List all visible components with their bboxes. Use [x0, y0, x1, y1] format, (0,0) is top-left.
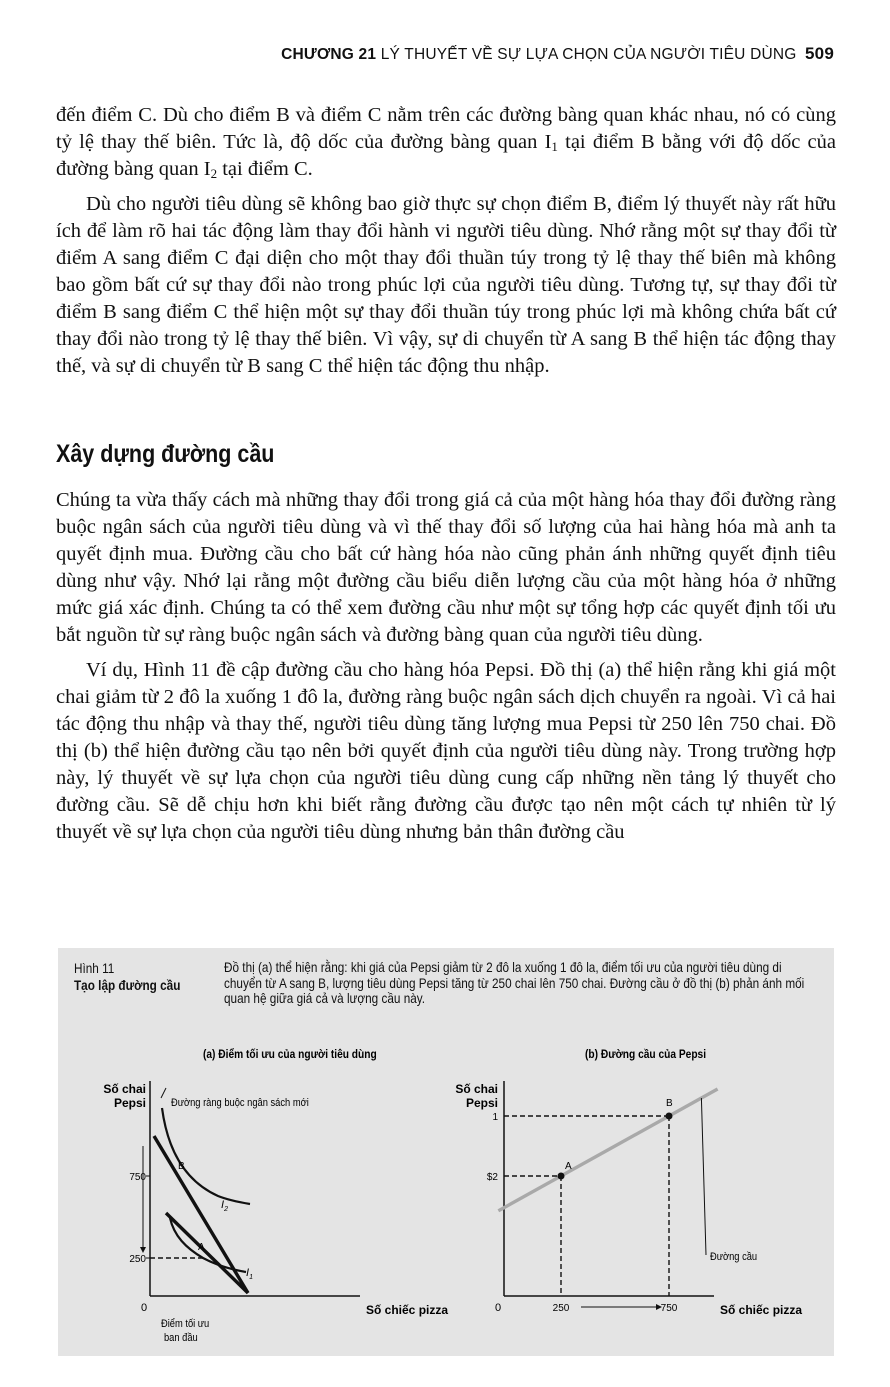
panel-b-tick-750: 750: [660, 1303, 678, 1314]
panel-a-x-label: Số chiếc pizza: [366, 1303, 449, 1317]
figure-graphs: [58, 948, 834, 1356]
panel-b: [455, 1048, 802, 1317]
panel-a-origin: 0: [140, 1302, 148, 1314]
panel-a-title: (a) Điểm tối ưu của người tiêu dùng: [203, 1048, 377, 1062]
panel-a-initial-optimum-1: Điểm tối ưu: [161, 1318, 210, 1331]
running-header: [281, 44, 834, 64]
panel-b-demand-leader: [701, 1098, 706, 1255]
text-block-top: [56, 102, 836, 388]
paragraph-1-part-b: tại điểm B bằng với độ dốc của đường bàng quan I: [56, 131, 836, 180]
panel-b-tick-price-2: $2: [486, 1172, 498, 1183]
paragraph-1: [56, 102, 836, 183]
paragraph-1-part-c: tại điểm C.: [217, 158, 313, 180]
figure-title: Tạo lập đường cầu: [74, 977, 181, 993]
panel-a-tick-250: 250: [129, 1254, 146, 1265]
panel-a: [103, 1048, 448, 1344]
panel-a-indifference-curve-i2: [162, 1108, 250, 1204]
paragraph-4: Ví dụ, Hình 11 đề cập đường cầu cho hàng hóa Pepsi. Đồ thị (a) thể hiện rằng khi giá một chai giảm từ 2 đô la xuống 1 đô la, đường ràng buộc ngân sách dịch chuyển ra ngoài. Vì cả hai tác động thu nhập và thay thế, người tiêu dùng tăng lượng mua Pepsi từ 250 lên 750 chai. Đồ thị (b) thể hiện đường cầu tạo nên bởi quyết định của người tiêu dùng này. Trong trường hợp này, lý thuyết về sự lựa chọn của người tiêu dùng cung cấp những nền tảng lý thuyết cho đường cầu. Sẽ dễ chịu hơn khi biết rằng đường cầu được tạo nên một cách tự nhiên từ lý thuyết về sự lựa chọn của người tiêu dùng nhưng bản thân đường cầu: [56, 659, 836, 843]
panel-b-point-a-label: A: [565, 1161, 572, 1172]
panel-a-initial-optimum-2: ban đầu: [164, 1332, 198, 1345]
page-number: 509: [805, 44, 834, 63]
chapter-title: LÝ THUYẾT VỀ SỰ LỰA CHỌN CỦA NGƯỜI TIÊU DÙNG: [380, 46, 797, 63]
panel-a-new-budget-label: Đường ràng buộc ngân sách mới: [171, 1097, 309, 1110]
panel-b-title: (b) Đường cầu của Pepsi: [585, 1048, 707, 1062]
figure-caption: Đồ thị (a) thể hiện rằng: khi giá của Pepsi giảm từ 2 đô la xuống 1 đô la, điểm tối ưu của người tiêu dùng di chuyển từ A sang B, lượng tiêu dùng Pepsi tăng từ 250 chai lên 750 chai. Đường cầu ở đồ thị (b) phản ánh mối quan hệ giữa giá cả và lượng cầu này.: [224, 959, 805, 1006]
subscript-1: 1: [551, 139, 558, 154]
panel-a-y-label-2: Pepsi: [113, 1096, 146, 1110]
panel-a-label-i2: $I_2$: [221, 1199, 228, 1213]
figure-11: [58, 948, 834, 1356]
panel-b-tick-price-1: 1: [492, 1112, 498, 1123]
subscript-2: 2: [210, 166, 218, 181]
figure-number: Hình 11: [74, 960, 115, 976]
panel-b-origin: 0: [494, 1302, 502, 1314]
panel-a-point-b: B: [178, 1161, 185, 1172]
panel-a-y-label-1: Số chai: [103, 1082, 146, 1096]
panel-b-point-b-label: B: [666, 1098, 673, 1109]
panel-a-tick-750: 750: [129, 1172, 146, 1183]
panel-b-y-label-1: Số chai: [455, 1082, 498, 1096]
section-heading: Xây dựng đường cầu: [56, 440, 275, 468]
panel-b-y-label-2: Pepsi: [465, 1096, 498, 1110]
paragraph-2: Dù cho người tiêu dùng sẽ không bao giờ thực sự chọn điểm B, điểm lý thuyết này rất hữu ích để làm rõ hai tác động làm thay đổi hành vi người tiêu dùng. Nhớ rằng một sự thay đổi từ điểm A sang điểm C đại diện cho một thay đổi thuần túy trong tỷ lệ thay thế biên mà không bao gồm bất cứ sự thay đổi nào trong phúc lợi của người tiêu dùng. Tương tự, sự thay đổi từ điểm B sang điểm C thể hiện một sự thay đổi thuần túy trong phúc lợi mà không chứa bất cứ thay đổi nào trong tỷ lệ thay thế biên. Vì vậy, sự di chuyển từ A sang B thể hiện tác động thay thế, và sự di chuyển từ B sang C thể hiện tác động thu nhập.: [56, 193, 836, 377]
text-block-bottom: [56, 487, 836, 854]
panel-b-demand-curve: [498, 1089, 717, 1211]
chapter-number: CHƯƠNG 21: [281, 46, 377, 63]
paragraph-3: Chúng ta vừa thấy cách mà những thay đổi trong giá cả của một hàng hóa thay đổi đường ràng buộc ngân sách của người tiêu dùng và vì thế thay đổi số lượng của hai hàng hóa mà anh ta quyết định mua. Đường cầu cho bất cứ hàng hóa nào cũng phản ánh những quyết định tiêu dùng như vậy. Nhớ lại rằng một đường cầu biểu diễn lượng cầu của một hàng hóa ở những mức giá xác định. Chúng ta có thể xem đường cầu như một sự tổng hợp các quyết định tối ưu bắt nguồn từ sự ràng buộc ngân sách và đường bàng quan của người tiêu dùng.: [56, 489, 836, 646]
panel-b-x-label: Số chiếc pizza: [720, 1303, 803, 1317]
panel-a-point-a: A: [198, 1242, 205, 1253]
panel-b-tick-250: 250: [552, 1303, 570, 1314]
panel-a-label-i1: $I_1$: [246, 1267, 253, 1281]
panel-b-point-a-marker: [558, 1173, 565, 1180]
panel-b-demand-label: Đường cầu: [710, 1251, 758, 1264]
paragraph-1-part-a: đến điểm C. Dù cho điểm B và điểm C nằm trên các đường bàng quan khác nhau, nó có cùng tỷ lệ thay thế biên. Tức là, độ dốc của đường bàng quan I: [56, 104, 836, 153]
panel-b-point-b-marker: [666, 1113, 673, 1120]
